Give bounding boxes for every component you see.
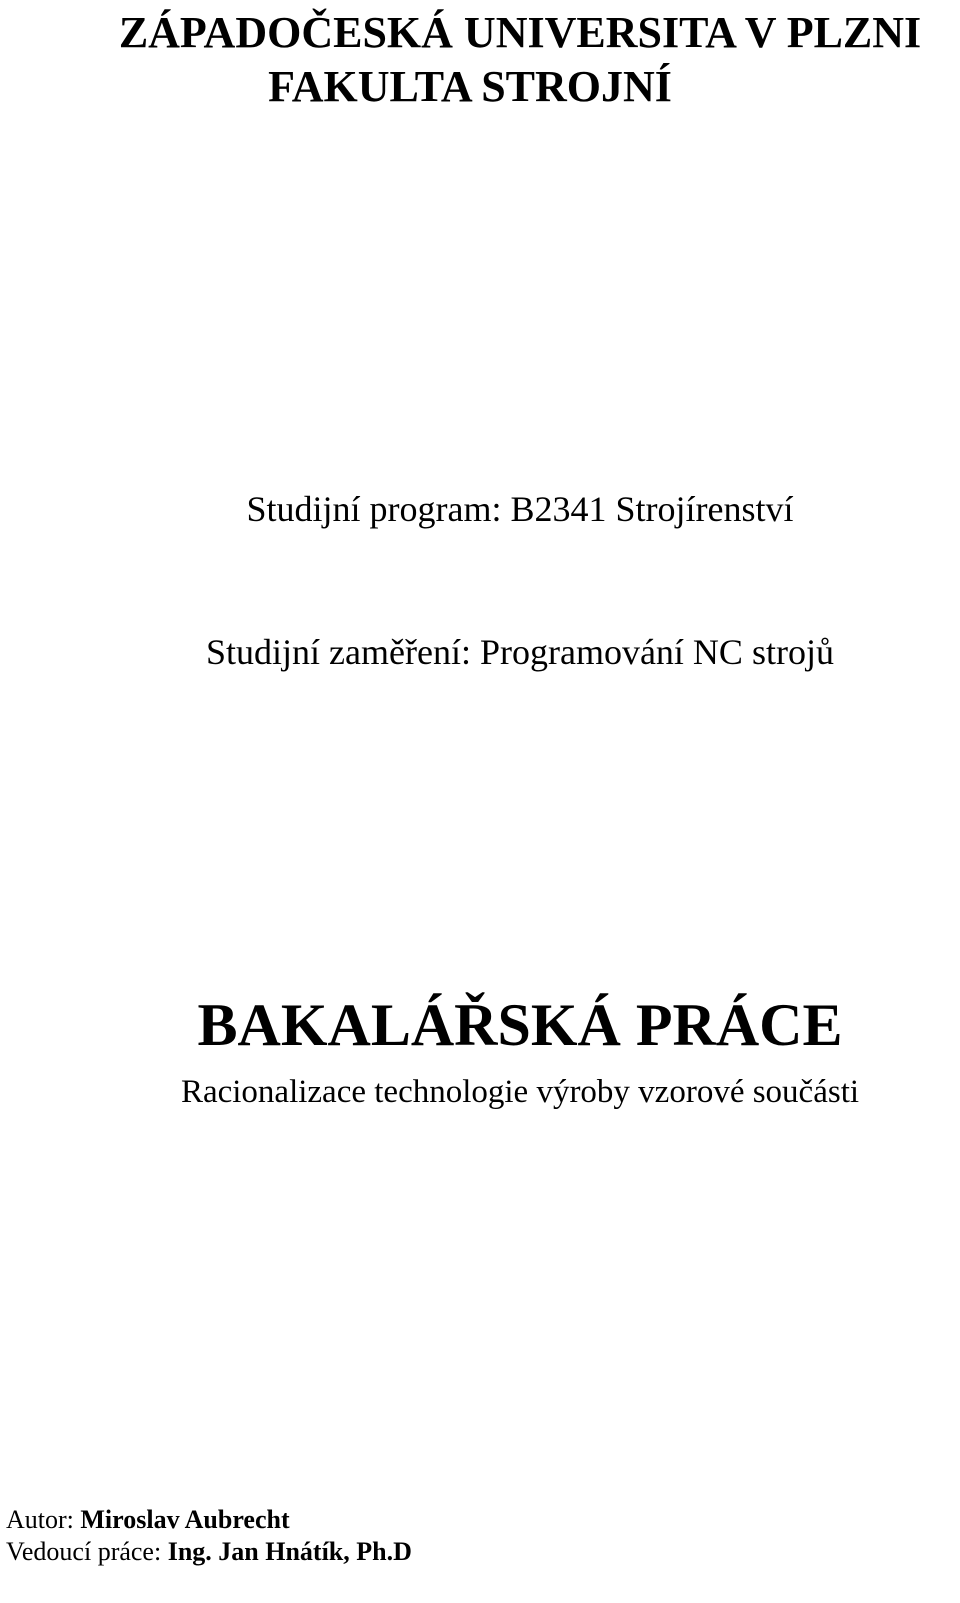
faculty-name: FAKULTA STROJNÍ xyxy=(268,62,672,111)
university-name: ZÁPADOČESKÁ UNIVERSITA V PLZNI xyxy=(118,8,922,57)
supervisor-name: Ing. Jan Hnátík, Ph.D xyxy=(167,1537,412,1566)
author-name: Miroslav Aubrecht xyxy=(80,1505,290,1534)
study-specialization: Studijní zaměření: Programování NC strojů xyxy=(206,632,834,672)
study-program: Studijní program: B2341 Strojírenství xyxy=(246,489,794,529)
title-page-header xyxy=(0,6,960,114)
thesis-type: BAKALÁŘSKÁ PRÁCE xyxy=(197,992,843,1058)
author-label: Autor: xyxy=(6,1505,81,1534)
study-info xyxy=(0,486,960,675)
thesis-block xyxy=(0,990,960,1112)
supervisor-row xyxy=(6,1536,412,1568)
thesis-title: Racionalizace technologie výroby vzorové součásti xyxy=(180,1074,860,1110)
supervisor-label: Vedoucí práce: xyxy=(6,1537,168,1566)
credits-block xyxy=(6,1504,412,1568)
author-row xyxy=(6,1504,412,1536)
